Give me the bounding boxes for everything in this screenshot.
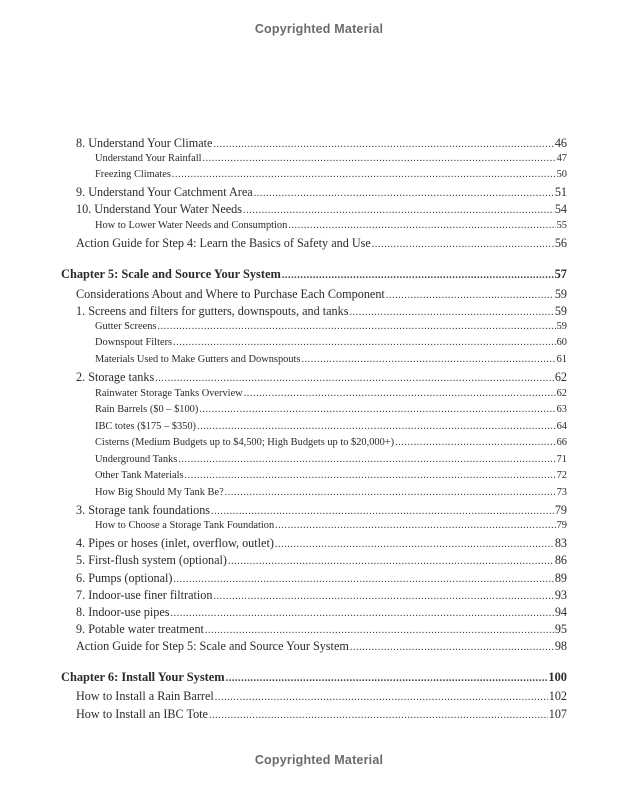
- dot-leader: [254, 189, 554, 199]
- toc-entry-page: 50: [556, 169, 567, 180]
- toc-entry-page: 55: [556, 220, 567, 231]
- toc-entry-page: 98: [554, 639, 567, 653]
- toc-entry[interactable]: [95, 170, 567, 180]
- dot-leader: [171, 609, 554, 619]
- toc-entry-title: How Big Should My Tank Be?: [95, 487, 224, 498]
- dot-leader: [301, 355, 555, 365]
- copyright-watermark-top: Copyrighted Material: [254, 22, 384, 36]
- toc-entry[interactable]: [95, 355, 567, 365]
- toc-entry-page: 72: [556, 470, 567, 481]
- dot-leader: [215, 693, 548, 703]
- toc-entry[interactable]: [95, 438, 567, 448]
- toc-entry-title: 2. Storage tanks: [76, 370, 155, 384]
- toc-entry[interactable]: [76, 589, 567, 602]
- toc-entry-title: Cisterns (Medium Budgets up to $4,500; High Budgets up to $20,000+): [95, 437, 395, 448]
- toc-entry-title: How to Install an IBC Tote: [76, 707, 208, 721]
- toc-entry-title: 1. Screens and filters for gutters, downspouts, and tanks: [76, 304, 349, 318]
- dot-leader: [282, 271, 554, 281]
- toc-entry[interactable]: [76, 572, 567, 585]
- toc-entry[interactable]: [95, 389, 567, 399]
- toc-entry-page: 94: [554, 605, 567, 619]
- toc-entry[interactable]: [95, 422, 567, 432]
- toc-entry-page: 59: [556, 321, 567, 332]
- toc-entry-title: 7. Indoor-use finer filtration: [76, 588, 213, 602]
- toc-entry-title: Rain Barrels ($0 – $100): [95, 404, 199, 415]
- dot-leader: [197, 422, 556, 432]
- toc-chapter-heading[interactable]: [61, 268, 567, 281]
- toc-entry-title: 8. Indoor-use pipes: [76, 605, 170, 619]
- toc-entry-page: 59: [554, 304, 567, 318]
- toc-entry[interactable]: [95, 471, 567, 481]
- toc-entry-page: 89: [554, 571, 567, 585]
- toc-entry-title: 8. Understand Your Climate: [76, 136, 213, 150]
- toc-entry-title: How to Lower Water Needs and Consumption: [95, 220, 288, 231]
- toc-entry-page: 79: [554, 503, 567, 517]
- toc-entry-page: 56: [554, 236, 567, 250]
- toc-entry[interactable]: [95, 338, 567, 348]
- toc-entry-page: 60: [556, 337, 567, 348]
- toc-entry-page: 79: [556, 520, 567, 531]
- toc-entry-page: 102: [548, 689, 567, 703]
- toc-entry[interactable]: [76, 371, 567, 384]
- toc-entry-page: 107: [548, 707, 567, 721]
- toc-entry-page: 63: [556, 404, 567, 415]
- toc-entry[interactable]: [76, 305, 567, 318]
- dot-leader: [213, 592, 553, 602]
- dot-leader: [350, 643, 554, 653]
- toc-entry-title: Chapter 6: Install Your System: [61, 670, 225, 684]
- toc-entry-title: 10. Understand Your Water Needs: [76, 202, 243, 216]
- toc-chapter-heading[interactable]: [61, 671, 567, 684]
- toc-entry-title: Freezing Climates: [95, 169, 171, 180]
- toc-entry-page: 73: [556, 487, 567, 498]
- toc-entry-title: How to Choose a Storage Tank Foundation: [95, 520, 275, 531]
- toc-entry-title: Action Guide for Step 4: Learn the Basics of Safety and Use: [76, 236, 371, 250]
- toc-entry[interactable]: [76, 203, 567, 216]
- dot-leader: [386, 291, 554, 301]
- dot-leader: [178, 455, 555, 465]
- toc-entry[interactable]: [76, 690, 567, 703]
- dot-leader: [199, 405, 555, 415]
- toc-entry-title: 5. First-flush system (optional): [76, 553, 227, 567]
- toc-entry-title: 9. Understand Your Catchment Area: [76, 185, 253, 199]
- dot-leader: [349, 308, 553, 318]
- toc-entry[interactable]: [95, 455, 567, 465]
- toc-entry-page: 95: [554, 622, 567, 636]
- toc-entry-title: Action Guide for Step 5: Scale and Source Your System: [76, 639, 349, 653]
- toc-entry-page: 59: [554, 287, 567, 301]
- dot-leader: [288, 221, 555, 231]
- toc-entry-title: Understand Your Rainfall: [95, 153, 202, 164]
- toc-entry-title: Materials Used to Make Gutters and Downspouts: [95, 354, 301, 365]
- toc-entry-page: 83: [554, 536, 567, 550]
- toc-entry-page: 66: [556, 437, 567, 448]
- toc-entry[interactable]: [76, 537, 567, 550]
- dot-leader: [157, 322, 555, 332]
- toc-entry-title: Underground Tanks: [95, 454, 178, 465]
- toc-entry[interactable]: [76, 640, 567, 653]
- toc-entry-title: 6. Pumps (optional): [76, 571, 173, 585]
- toc-entry-title: Rainwater Storage Tanks Overview: [95, 388, 243, 399]
- dot-leader: [225, 488, 556, 498]
- toc-entry-title: Other Tank Materials: [95, 470, 184, 481]
- toc-entry[interactable]: [95, 521, 567, 531]
- toc-entry-page: 61: [556, 354, 567, 365]
- dot-leader: [185, 471, 556, 481]
- toc-entry[interactable]: [76, 288, 567, 301]
- toc-entry-page: 54: [554, 202, 567, 216]
- toc-entry[interactable]: [76, 137, 567, 150]
- toc-entry-title: How to Install a Rain Barrel: [76, 689, 214, 703]
- toc-entry-title: 3. Storage tank foundations: [76, 503, 211, 517]
- dot-leader: [173, 338, 556, 348]
- toc-entry-title: Chapter 5: Scale and Source Your System: [61, 267, 281, 281]
- toc-entry[interactable]: [76, 504, 567, 517]
- toc-entry[interactable]: [76, 708, 567, 721]
- dot-leader: [275, 521, 555, 531]
- toc-entry[interactable]: [76, 554, 567, 567]
- copyright-watermark-bottom: Copyrighted Material: [254, 753, 384, 767]
- toc-entry[interactable]: [95, 221, 567, 231]
- dot-leader: [244, 389, 556, 399]
- toc-entry[interactable]: [76, 606, 567, 619]
- toc-entry-title: 9. Potable water treatment: [76, 622, 204, 636]
- dot-leader: [173, 575, 553, 585]
- dot-leader: [243, 206, 554, 216]
- dot-leader: [155, 374, 554, 384]
- toc-entry-page: 51: [554, 185, 567, 199]
- toc-entry[interactable]: [76, 186, 567, 199]
- toc-entry-page: 62: [554, 370, 567, 384]
- dot-leader: [226, 674, 548, 684]
- toc-entry-page: 62: [556, 388, 567, 399]
- toc-entry[interactable]: [76, 623, 567, 636]
- dot-leader: [209, 711, 548, 721]
- toc-entry-page: 93: [554, 588, 567, 602]
- toc-entry-title: Considerations About and Where to Purchase Each Component: [76, 287, 385, 301]
- dot-leader: [228, 557, 554, 567]
- toc-entry-title: 4. Pipes or hoses (inlet, overflow, outlet): [76, 536, 274, 550]
- toc-entry-page: 86: [554, 553, 567, 567]
- toc-entry[interactable]: [95, 154, 567, 164]
- dot-leader: [172, 170, 556, 180]
- toc-entry-title: Downspout Filters: [95, 337, 173, 348]
- toc-entry[interactable]: [95, 405, 567, 415]
- toc-entry-page: 57: [554, 267, 567, 281]
- dot-leader: [372, 240, 554, 250]
- toc-entry[interactable]: [95, 322, 567, 332]
- dot-leader: [203, 154, 556, 164]
- toc-entry-title: Gutter Screens: [95, 321, 157, 332]
- toc-entry-page: 71: [556, 454, 567, 465]
- toc-entry-page: 46: [554, 136, 567, 150]
- dot-leader: [205, 626, 554, 636]
- dot-leader: [213, 140, 553, 150]
- dot-leader: [211, 507, 554, 517]
- toc-entry-title: IBC totes ($175 – $350): [95, 421, 197, 432]
- toc-entry-page: 100: [548, 670, 567, 684]
- toc-entry[interactable]: [76, 237, 567, 250]
- dot-leader: [275, 540, 554, 550]
- toc-entry-page: 64: [556, 421, 567, 432]
- toc-entry[interactable]: [95, 488, 567, 498]
- toc-entry-page: 47: [556, 153, 567, 164]
- dot-leader: [395, 438, 556, 448]
